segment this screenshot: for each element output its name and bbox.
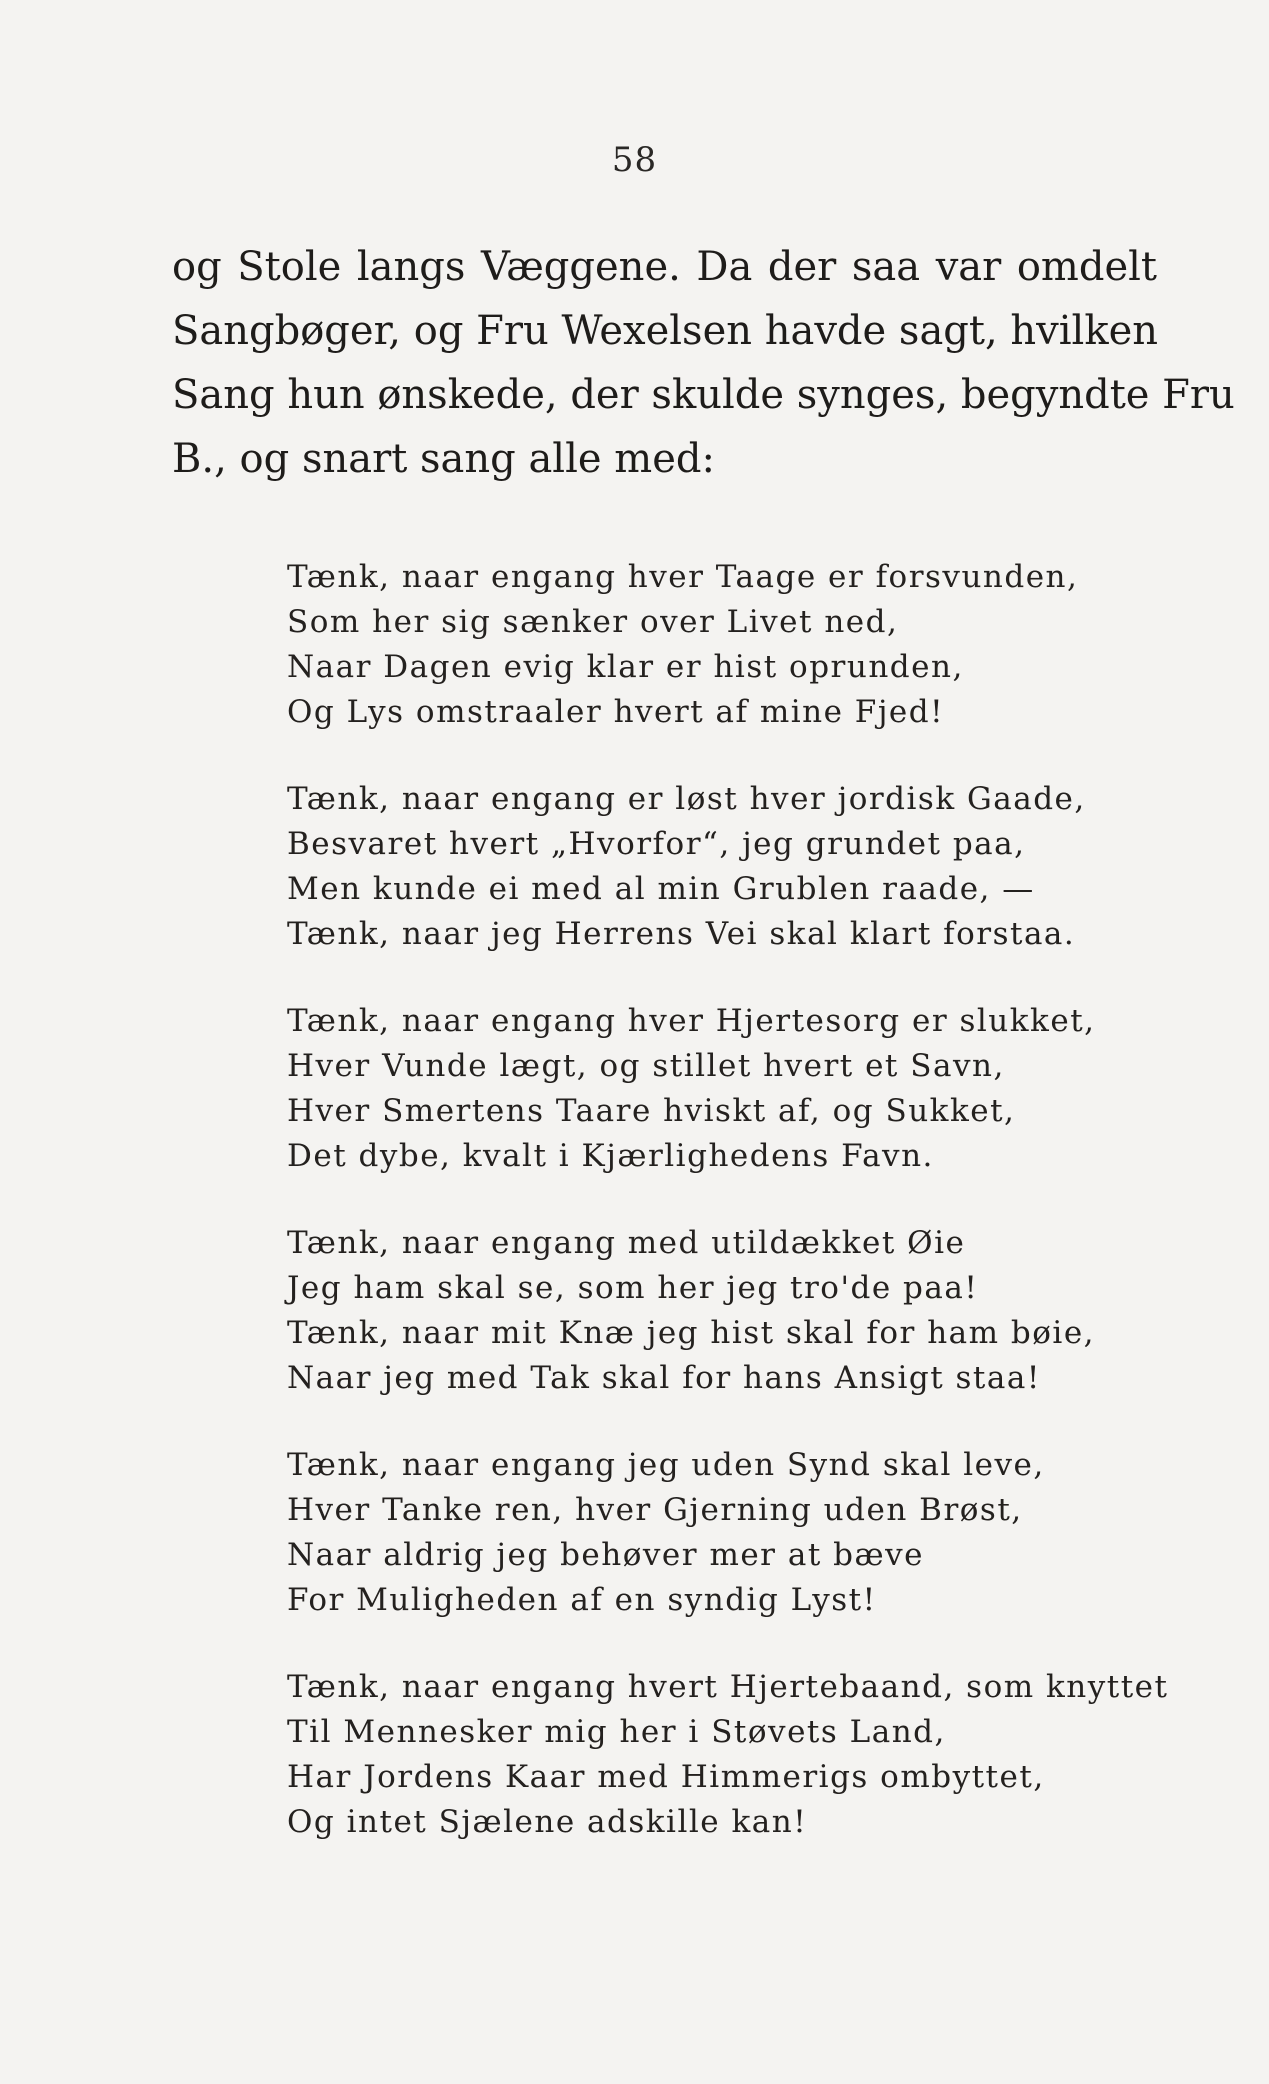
verse-line: Hver Tanke ren, hver Gjerning uden Brøst,: [287, 1492, 1023, 1528]
verse-line: Tænk, naar engang hver Taage er forsvunden,: [287, 559, 1079, 595]
verse-line: Tænk, naar jeg Herrens Vei skal klart forstaa.: [287, 916, 1076, 952]
verse-line: Tænk, naar engang hver Hjertesorg er slukket,: [287, 1003, 1096, 1039]
verse-line: Som her sig sænker over Livet ned,: [287, 604, 899, 640]
verse-line: Men kunde ei med al min Grublen raade, —: [287, 871, 1035, 907]
verse-line: Tænk, naar engang jeg uden Synd skal leve,: [287, 1447, 1045, 1483]
verse-line: Naar Dagen evig klar er hist oprunden,: [287, 649, 964, 685]
page-number: 58: [611, 140, 658, 180]
stanza-2: [287, 777, 1127, 957]
verse-line: Og Lys omstraaler hvert af mine Fjed!: [287, 694, 945, 730]
verse-line: Jeg ham skal se, som her jeg tro'de paa!: [287, 1270, 979, 1306]
stanza-4: [287, 1221, 1127, 1401]
prose-line: og Stole langs Væggene. Da der saa var omdelt: [172, 244, 1157, 290]
prose-paragraph: [172, 235, 1235, 491]
verse-line: Tænk, naar engang hvert Hjertebaand, som knyttet: [287, 1669, 1169, 1705]
prose-line: Sangbøger, og Fru Wexelsen havde sagt, hvilken: [172, 308, 1159, 354]
hymn: [287, 555, 1169, 1887]
verse-line: Tænk, naar engang med utildækket Øie: [287, 1225, 966, 1261]
verse-line: Besvaret hvert „Hvorfor“, jeg grundet paa,: [287, 826, 1026, 862]
verse-line: Tænk, naar engang er løst hver jordisk Gaade,: [287, 781, 1086, 817]
verse-line: Det dybe, kvalt i Kjærlighedens Favn.: [287, 1138, 934, 1174]
verse-line: Tænk, naar mit Knæ jeg hist skal for ham bøie,: [287, 1315, 1096, 1351]
verse-line: Til Mennesker mig her i Støvets Land,: [287, 1714, 946, 1750]
verse-line: Og intet Sjælene adskille kan!: [287, 1804, 808, 1840]
verse-line: Hver Smertens Taare hviskt af, og Sukket,: [287, 1093, 1016, 1129]
stanza-6: [287, 1665, 1169, 1845]
verse-line: Naar jeg med Tak skal for hans Ansigt staa!: [287, 1360, 1041, 1396]
prose-line: Sang hun ønskede, der skulde synges, begyndte Fru: [172, 372, 1235, 418]
verse-line: Naar aldrig jeg behøver mer at bæve: [287, 1537, 924, 1573]
prose-line: B., og snart sang alle med:: [172, 436, 715, 482]
verse-line: Hver Vunde lægt, og stillet hvert et Savn,: [287, 1048, 1005, 1084]
stanza-5: [287, 1443, 1127, 1623]
stanza-3: [287, 999, 1127, 1179]
verse-line: Har Jordens Kaar med Himmerigs ombyttet,: [287, 1759, 1045, 1795]
stanza-1: [287, 555, 1127, 735]
verse-line: For Muligheden af en syndig Lyst!: [287, 1582, 877, 1618]
